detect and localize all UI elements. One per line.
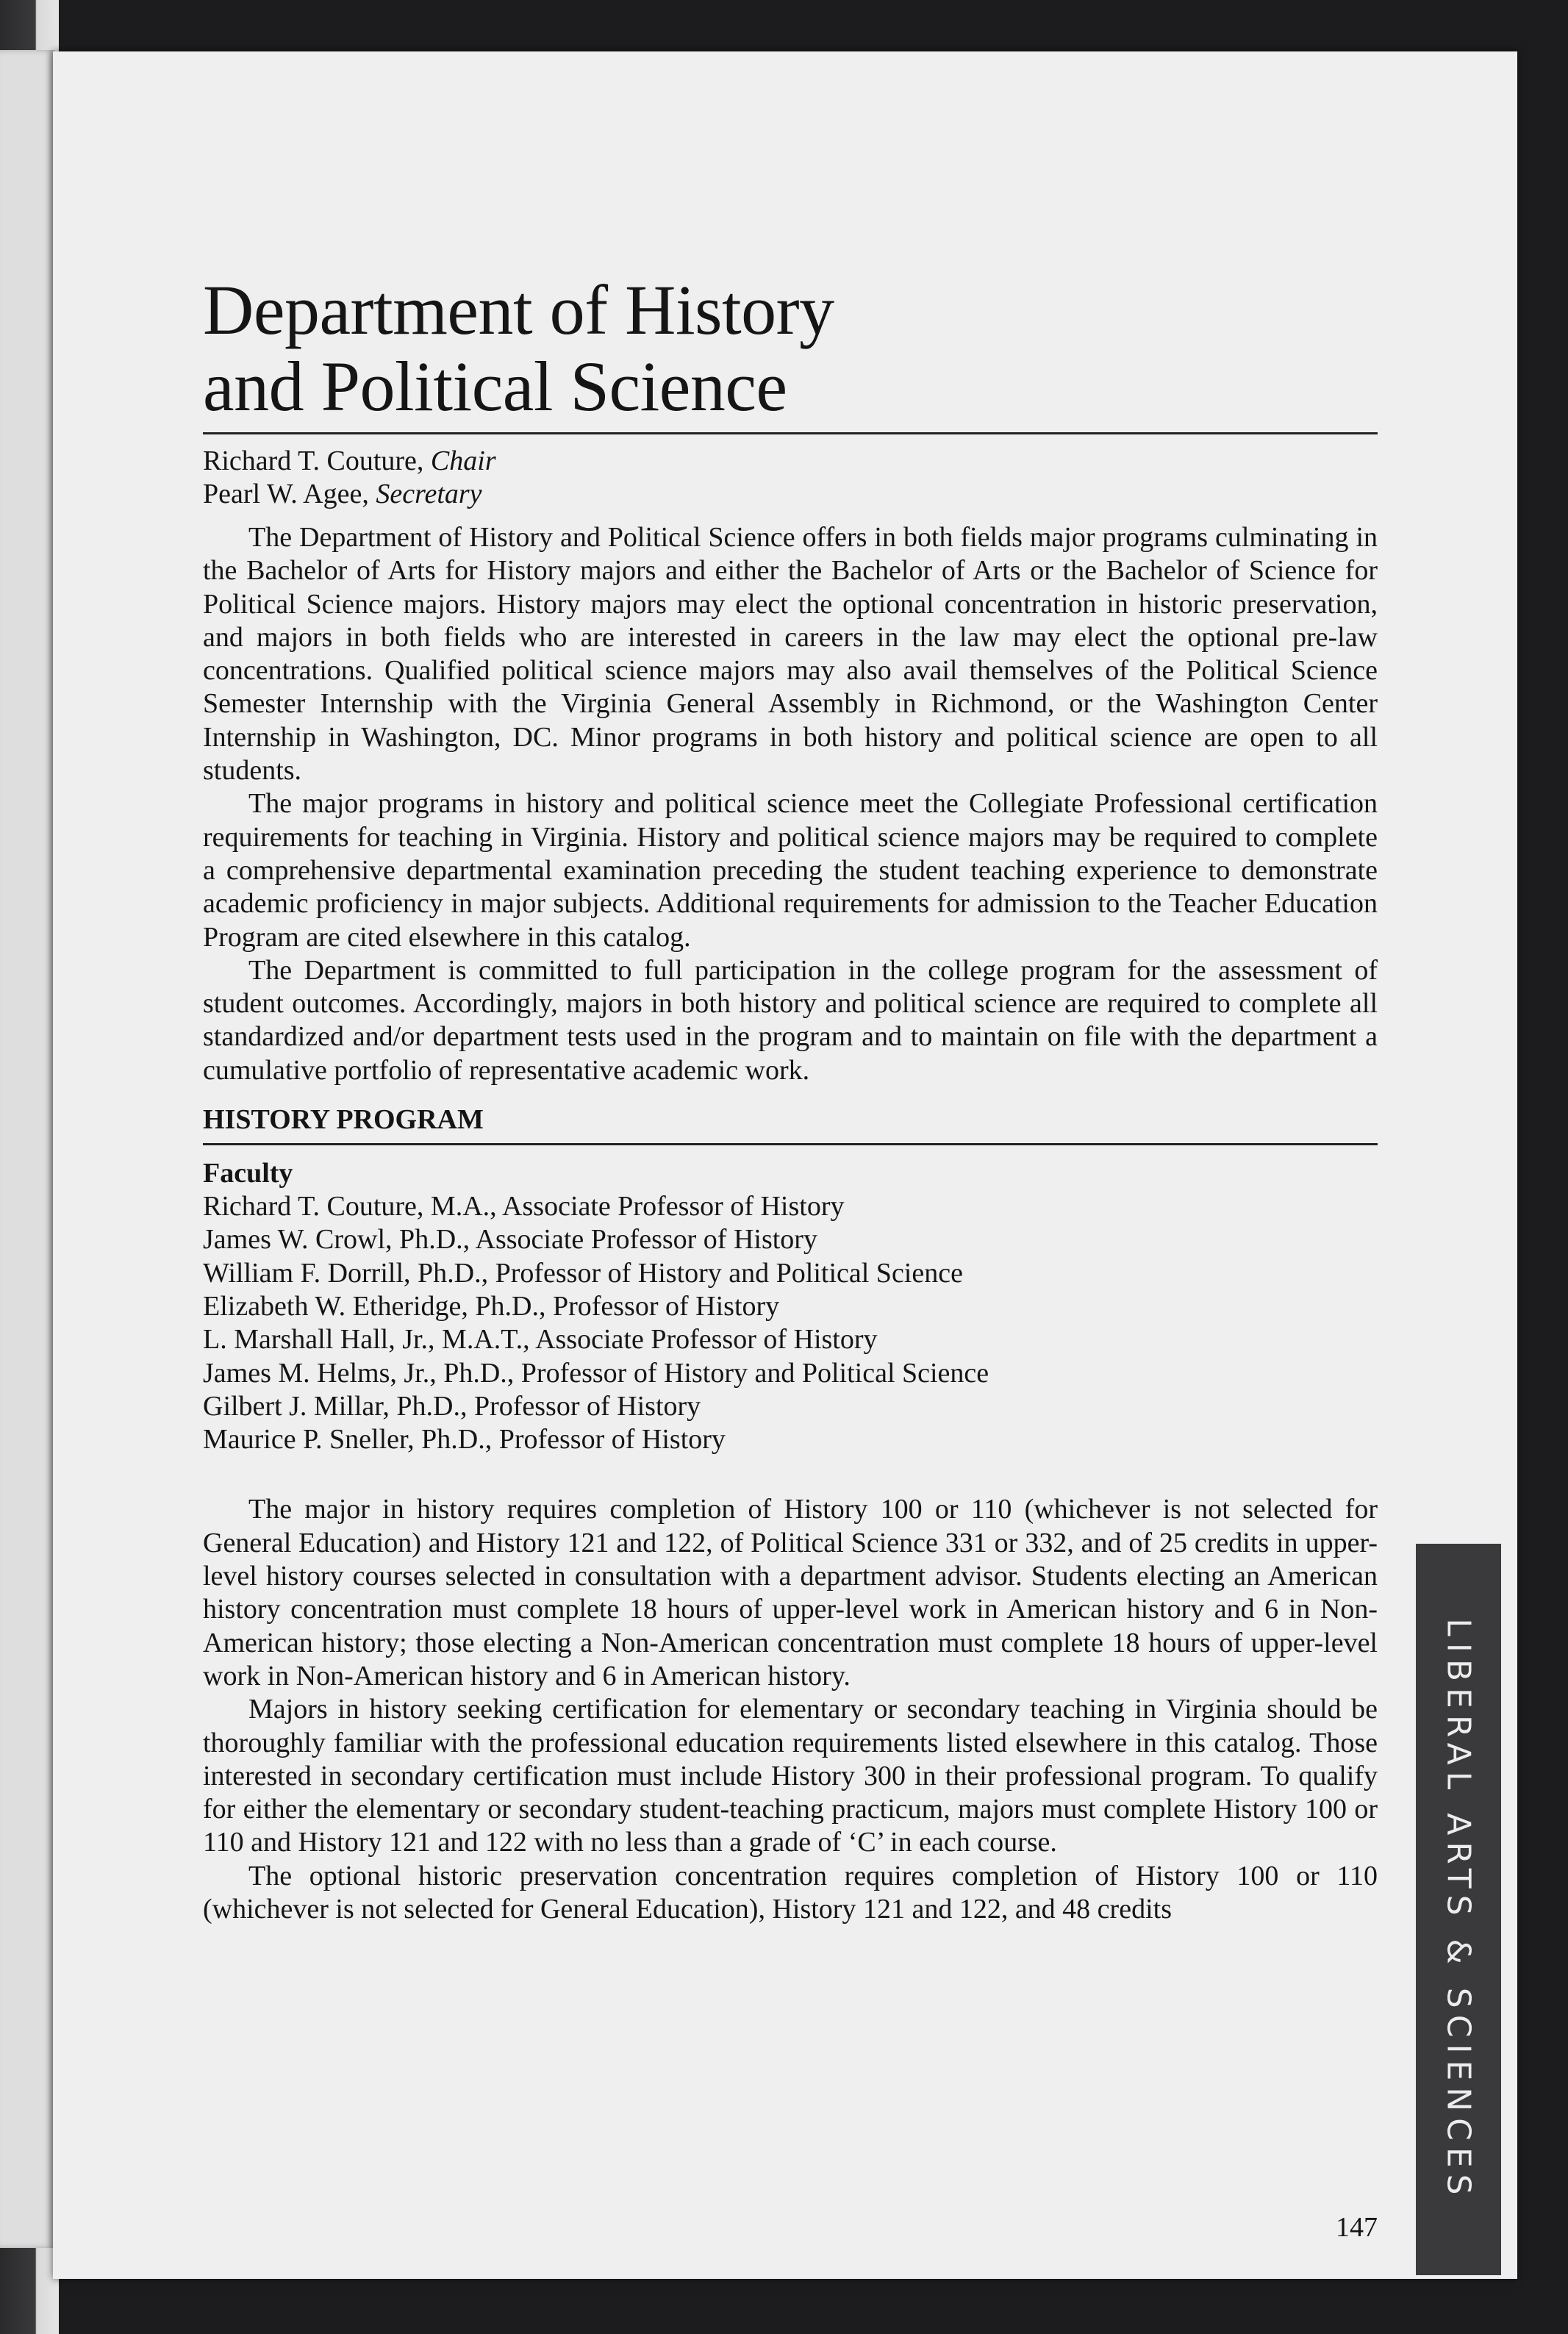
staff-name: Pearl W. Agee, bbox=[203, 479, 376, 509]
page-content bbox=[203, 272, 1378, 1926]
faculty-member: James M. Helms, Jr., Ph.D., Professor of History and Political Science bbox=[203, 1357, 989, 1389]
staff-list bbox=[203, 445, 1378, 511]
faculty-member: Maurice P. Sneller, Ph.D., Professor of History bbox=[203, 1424, 726, 1456]
page-title bbox=[203, 272, 1378, 425]
faculty-member: Gilbert J. Millar, Ph.D., Professor of History bbox=[203, 1390, 701, 1422]
intro-paragraph-3: The Department is committed to full participation in the college program for the assessment of student outcomes. Accordingly, majors in both history and political science are required to complete all standardized and/or department tests used in the program and to maintain on file with the department a cumulative portfolio of representative academic work. bbox=[203, 954, 1378, 1086]
section-divider bbox=[203, 1143, 1378, 1145]
faculty-heading: Faculty bbox=[203, 1158, 293, 1189]
previous-page-edge bbox=[0, 50, 54, 2248]
faculty-member: William F. Dorrill, Ph.D., Professor of History and Political Science bbox=[203, 1257, 963, 1289]
staff-name: Richard T. Couture, bbox=[203, 445, 431, 476]
intro-paragraph-1: The Department of History and Political Science offers in both fields major programs culminating in the Bachelor of Arts for History majors and either the Bachelor of Arts or the Bachelor of Science for Political Science majors. History majors may elect the optional concentration in historic preservation, and majors in both fields who are interested in careers in the law may elect the optional pre-law concentrations. Qualified political science majors may also avail themselves of the Political Science Semester Internship with the Virginia General Assembly in Richmond, or the Washington Center Internship in Washington, DC. Minor programs in both history and political science are open to all students. bbox=[203, 522, 1378, 787]
page-number: 147 bbox=[1336, 2212, 1378, 2243]
staff-role: Secretary bbox=[376, 479, 482, 509]
faculty-member: James W. Crowl, Ph.D., Associate Professor of History bbox=[203, 1224, 817, 1256]
staff-chair bbox=[203, 445, 1378, 478]
section-heading: HISTORY PROGRAM bbox=[203, 1104, 484, 1136]
catalog-page bbox=[53, 51, 1517, 2279]
title-line-1: Department of History bbox=[203, 271, 834, 349]
program-paragraph-3: The optional historic preservation concentration requires completion of History 100 or 110 (whichever is not selected for General Education), History 121 and 122, and 48 credits bbox=[203, 1860, 1378, 1925]
intro-paragraph-2: The major programs in history and political science meet the Collegiate Professional certification requirements for teaching in Virginia. History and political science majors may be required to complete a comprehensive departmental examination preceding the student teaching experience to demonstrate academic proficiency in major subjects. Additional requirements for admission to the Teacher Education Program are cited elsewhere in this catalog. bbox=[203, 788, 1378, 953]
faculty-member: Richard T. Couture, M.A., Associate Professor of History bbox=[203, 1191, 845, 1223]
title-line-2: and Political Science bbox=[203, 347, 787, 426]
staff-role: Chair bbox=[430, 445, 496, 476]
faculty-member: Elizabeth W. Etheridge, Ph.D., Professor of History bbox=[203, 1290, 780, 1322]
program-paragraph-1: The major in history requires completion of History 100 or 110 (whichever is not selected for General Education) and History 121 and 122, of Political Science 331 or 332, and of 25 credits in upper-level history courses selected in consultation with a department advisor. Students electing an American history concentration must complete 18 hours of upper-level work in American history and 6 in Non-American history; those electing a Non-American concentration must complete 18 hours of upper-level work in Non-American history and 6 in American history. bbox=[203, 1494, 1378, 1692]
side-tab-label: LIBERAL ARTS & SCIENCES bbox=[1439, 1617, 1478, 2202]
program-paragraph-2: Majors in history seeking certification for elementary or secondary teaching in Virginia should be thoroughly familiar with the professional education requirements listed elsewhere in this catalog. Those interested in secondary certification must include History 300 in their professional program. To qualify for either the elementary or secondary student-teaching practicum, majors must complete History 100 or 110 and History 121 and 122 with no less than a grade of ‘C’ in each course. bbox=[203, 1694, 1378, 1858]
section-side-tab bbox=[1416, 1544, 1501, 2275]
faculty-list bbox=[203, 1190, 1378, 1456]
staff-secretary bbox=[203, 478, 1378, 511]
title-divider bbox=[203, 432, 1378, 434]
faculty-member: L. Marshall Hall, Jr., M.A.T., Associate Professor of History bbox=[203, 1324, 878, 1356]
